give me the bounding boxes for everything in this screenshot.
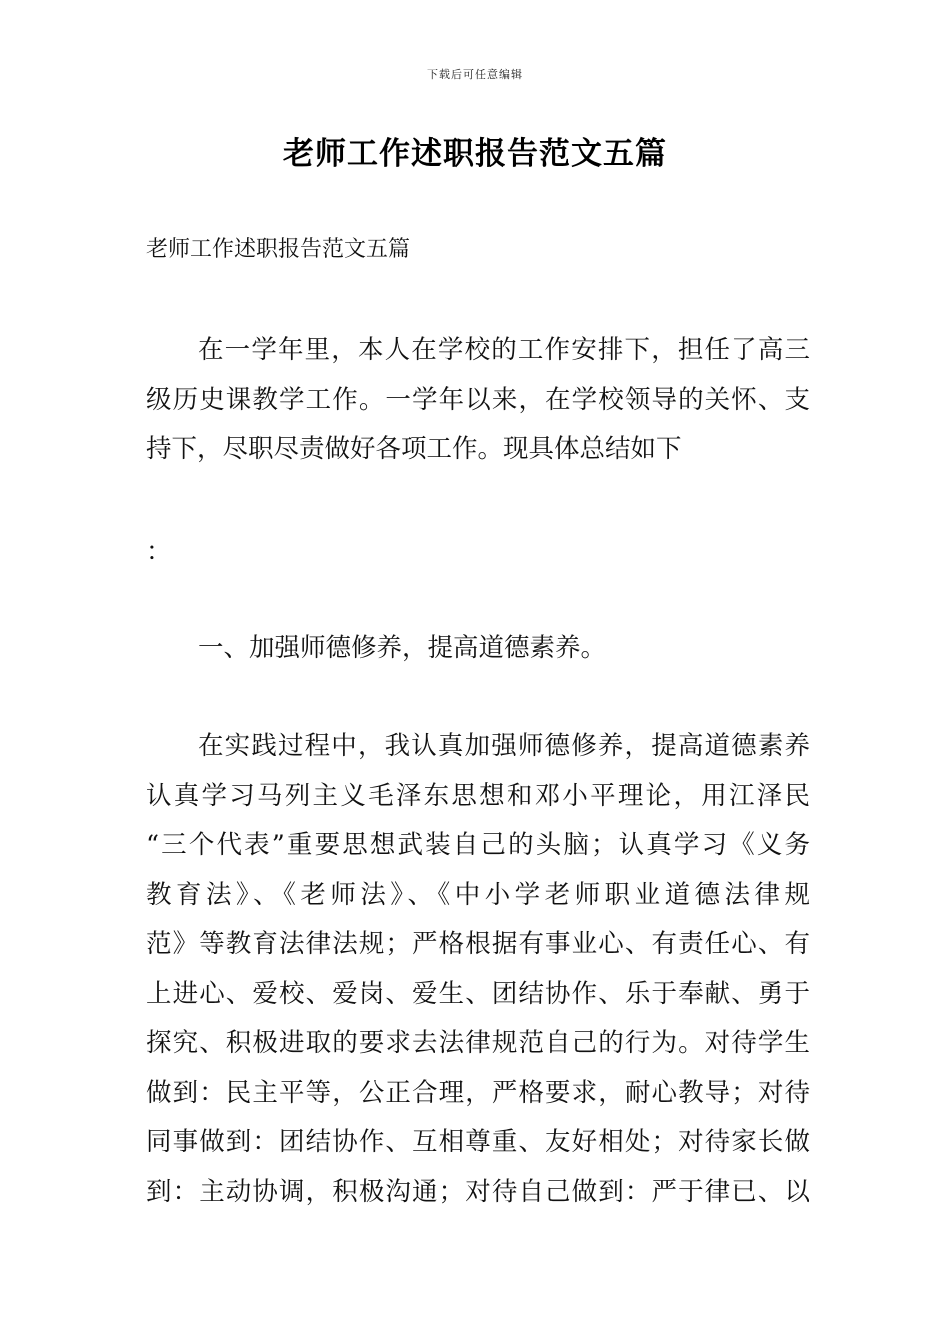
body-line: 认真学习马列主义毛泽东思想和邓小平理论，用江泽民 <box>146 780 810 811</box>
body-line: 范》等教育法律法规；严格根据有事业心、有责任心、有 <box>146 929 810 959</box>
header-note: 下载后可任意编辑 <box>427 68 523 81</box>
document-title: 老师工作述职报告范文五篇 <box>283 136 667 172</box>
body-line: 在实践过程中，我认真加强师德修养，提高道德素养 <box>198 731 810 761</box>
document-subtitle: 老师工作述职报告范文五篇 <box>146 237 411 262</box>
intro-paragraph <box>146 326 810 475</box>
body-paragraph <box>146 722 810 1217</box>
body-line: 做到：民主平等，公正合理，严格要求，耐心教导；对待 <box>146 1077 810 1108</box>
intro-line: 持下，尽职尽责做好各项工作。现具体总结如下 <box>146 434 682 464</box>
intro-line: 级历史课教学工作。一学年以来，在学校领导的关怀、支 <box>146 384 810 415</box>
body-line: 到：主动协调，积极沟通；对待自己做到：严于律已、以 <box>146 1176 810 1207</box>
body-line: 上进心、爱校、爱岗、爱生、团结协作、乐于奉献、勇于 <box>146 978 810 1009</box>
body-line: 探究、积极进取的要求去法律规范自己的行为。对待学生 <box>146 1028 810 1058</box>
body-line: “三个代表”重要思想武装自己的头脑；认真学习《义务 <box>146 830 810 860</box>
colon-line: ： <box>146 537 172 567</box>
intro-line: 在一学年里，本人在学校的工作安排下，担任了高三 <box>198 335 810 365</box>
body-line: 教育法》、《老师法》、《中小学老师职业道德法律规 <box>146 879 810 910</box>
section-heading: 一、加强师德修养，提高道德素养。 <box>198 633 607 663</box>
body-line: 同事做到：团结协作、互相尊重、友好相处；对待家长做 <box>146 1127 810 1157</box>
